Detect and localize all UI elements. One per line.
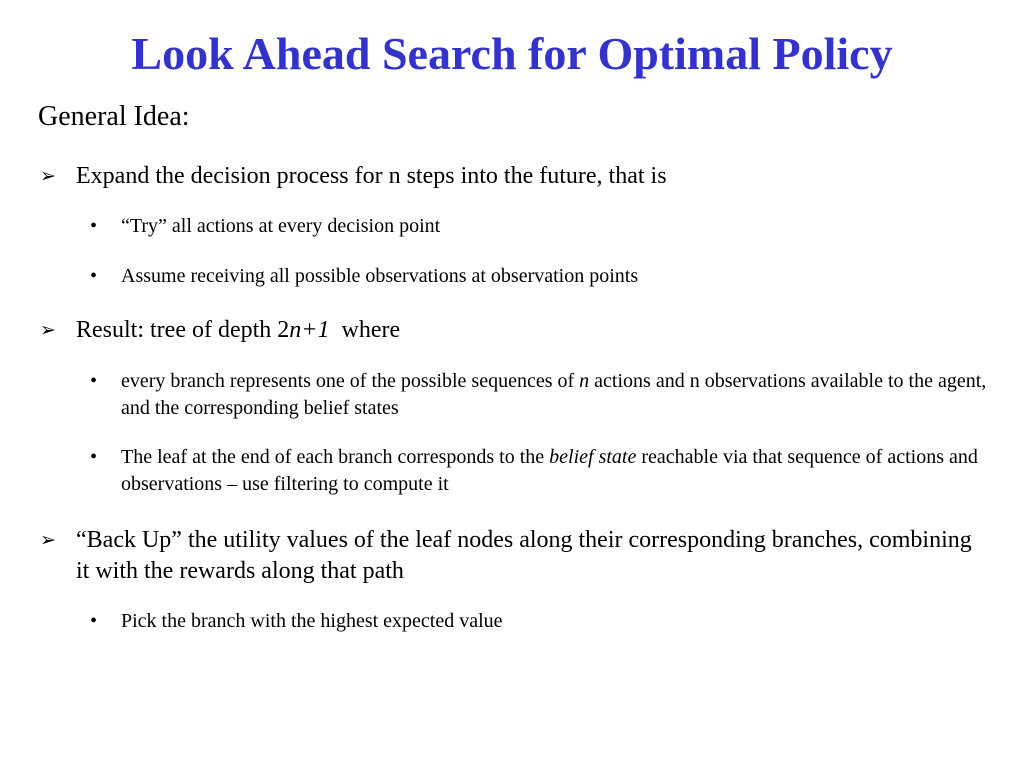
bullet-point-text: Result: tree of depth 2n+1 where [76,317,401,343]
slide-title: Look Ahead Search for Optimal Policy [131,28,893,79]
depth-formula: n+1 [289,317,330,343]
bullet-point-2 [40,315,990,346]
bullet-point-text: “Back Up” the utility values of the leaf nodes along their corresponding branches, combining it with the rewards along that path [76,527,972,584]
sub-bullet-text: Pick the branch with the highest expected value [121,610,503,632]
dot-bullet-icon: • [90,265,98,287]
dot-bullet-icon: • [90,610,98,632]
intro-heading: General Idea: [38,101,190,132]
bullet-point-text: Expand the decision process for n steps into the future, that is [76,163,667,189]
bullet-point-1 [40,161,990,192]
arrow-bullet-icon: ➢ [40,319,56,341]
dot-bullet-icon: • [90,370,98,392]
sub-bullet-2-2 [90,444,990,498]
sub-bullet-2-1 [90,368,990,422]
sub-bullet-1-2 [90,263,990,290]
sub-bullet-3-1 [90,608,990,635]
sub-bullet-text: “Try” all actions at every decision point [121,215,441,237]
sub-bullet-text: The leaf at the end of each branch corresponds to the belief state reachable via that sequence of actions and observations – use filtering to compute it [121,446,978,495]
bullet-point-3 [40,525,990,587]
sub-bullet-text: Assume receiving all possible observations at observation points [121,265,639,287]
dot-bullet-icon: • [90,215,98,237]
sub-bullet-text: every branch represents one of the possible sequences of n actions and n observations available to the agent, and the corresponding belief states [121,370,987,419]
dot-bullet-icon: • [90,446,98,468]
sub-bullet-1-1 [90,213,990,240]
arrow-bullet-icon: ➢ [40,529,56,551]
arrow-bullet-icon: ➢ [40,165,56,187]
